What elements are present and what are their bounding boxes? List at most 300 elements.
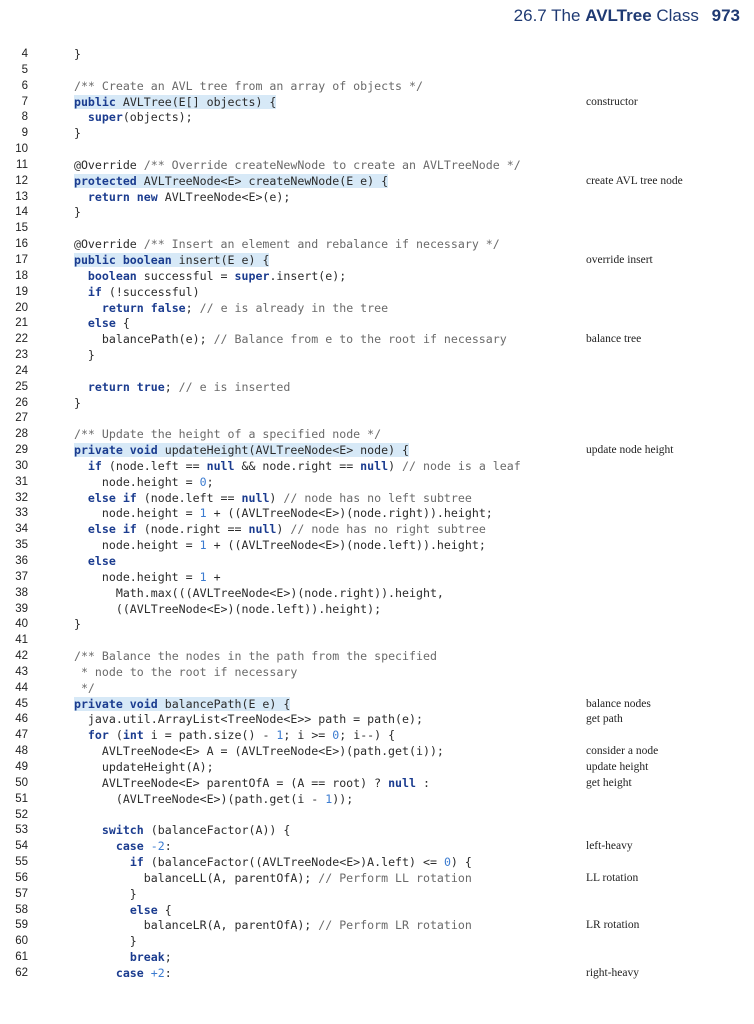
code-text [60, 380, 290, 396]
code-line [0, 728, 754, 744]
code-line [0, 110, 754, 126]
code-text [60, 617, 81, 633]
code-line [0, 570, 754, 586]
code-line [0, 712, 754, 728]
code-keyword: for [87, 728, 109, 743]
code-token [60, 269, 88, 283]
code-token [60, 681, 81, 695]
code-token: (balanceFactor((AVLTreeNode<E>)A.left) <= [143, 855, 444, 870]
code-token [60, 649, 74, 663]
code-text [60, 174, 388, 190]
code-listing [0, 47, 754, 982]
code-token: (!successful) [101, 284, 200, 299]
line-number: 18 [15, 269, 28, 282]
code-token: updateHeight(A); [60, 759, 214, 774]
line-number: 60 [15, 935, 28, 948]
code-token: (node.left == [136, 490, 242, 505]
code-token: ) [276, 522, 291, 537]
code-keyword: switch [101, 823, 144, 838]
line-number: 14 [15, 206, 28, 219]
code-text [60, 855, 472, 871]
code-token [60, 554, 88, 568]
code-line [0, 823, 754, 839]
code-token: (node.right == [136, 522, 249, 537]
code-token: .insert(e); [269, 268, 347, 283]
code-line [0, 364, 754, 380]
code-token [60, 316, 88, 330]
line-number: 48 [15, 745, 28, 758]
line-number: 37 [15, 570, 28, 583]
code-text [60, 776, 430, 792]
code-text [60, 190, 290, 206]
code-comment: // e is inserted [178, 379, 291, 394]
line-number: 13 [15, 190, 28, 203]
code-line [0, 269, 754, 285]
line-number: 43 [15, 665, 28, 678]
code-token: updateHeight(AVLTreeNode<E> node) { [157, 443, 410, 458]
code-token [60, 459, 88, 473]
code-text [60, 522, 486, 538]
code-text [60, 158, 521, 174]
code-text [60, 126, 81, 142]
code-text [60, 728, 395, 744]
code-text [60, 823, 290, 839]
line-number: 19 [15, 285, 28, 298]
line-number: 38 [15, 586, 28, 599]
code-token: ) { [450, 855, 472, 870]
code-number: 0 [332, 728, 340, 743]
code-text [60, 47, 81, 63]
line-number: 53 [15, 824, 28, 837]
code-token: balanceLR(A, parentOfA); [60, 918, 319, 933]
code-line [0, 681, 754, 697]
code-text [60, 95, 276, 111]
code-token: balancePath(e); [60, 332, 214, 347]
code-token: + ((AVLTreeNode<E>)(node.left)).height; [206, 538, 486, 553]
code-keyword: return new [87, 189, 158, 204]
line-number: 44 [15, 681, 28, 694]
code-comment: /** Balance the nodes in the path from the specified [73, 649, 437, 664]
code-text [60, 760, 214, 776]
line-number: 62 [15, 966, 28, 979]
code-line [0, 411, 754, 427]
code-text [60, 602, 381, 618]
code-line [0, 427, 754, 443]
line-number: 9 [21, 127, 28, 140]
code-token: (node.left == [101, 458, 207, 473]
line-number: 7 [21, 95, 28, 108]
code-token [60, 855, 130, 869]
code-token: (objects); [122, 110, 193, 125]
code-line [0, 554, 754, 570]
code-line [0, 174, 754, 190]
code-token: ) [269, 490, 284, 505]
code-keyword: null [388, 775, 416, 790]
code-keyword: super [234, 268, 270, 283]
code-token [60, 110, 88, 124]
code-token: balancePath(E e) { [157, 696, 291, 711]
code-keyword: case [115, 965, 144, 980]
line-number: 31 [15, 475, 28, 488]
code-token: + [206, 569, 221, 584]
code-token [60, 427, 74, 441]
code-token [144, 966, 151, 980]
code-token: ) [388, 458, 403, 473]
code-token: node.height = [60, 474, 200, 489]
code-number: 1 [276, 728, 284, 743]
code-token: @Override [60, 157, 144, 172]
code-text [60, 506, 493, 522]
code-text [60, 839, 172, 855]
code-token: AVLTreeNode<E>(e); [157, 189, 291, 204]
code-text [60, 570, 221, 586]
line-number: 42 [15, 650, 28, 663]
code-text [60, 903, 172, 919]
line-number: 4 [21, 48, 28, 60]
line-number: 20 [15, 301, 28, 314]
code-text [60, 427, 381, 443]
margin-annotation: LR rotation [586, 919, 640, 932]
code-token: balanceLL(A, parentOfA); [60, 870, 319, 885]
code-keyword: private void [73, 696, 158, 711]
code-token: ; i--) { [339, 728, 396, 743]
code-text [60, 681, 95, 697]
margin-annotation: update height [586, 760, 649, 773]
margin-annotation: get path [586, 713, 623, 726]
code-line [0, 301, 754, 317]
code-line [0, 332, 754, 348]
line-number: 59 [15, 919, 28, 932]
code-text [60, 649, 437, 665]
code-comment: // e is already in the tree [199, 300, 389, 315]
code-line [0, 190, 754, 206]
code-token [60, 79, 74, 93]
code-token: ; [206, 474, 214, 489]
line-number: 21 [15, 317, 28, 330]
line-number: 24 [15, 364, 28, 377]
code-token: node.height = [60, 569, 200, 584]
line-number: 28 [15, 428, 28, 441]
code-token: } [60, 47, 81, 61]
line-number: 41 [15, 634, 28, 647]
code-token: } [60, 886, 137, 901]
code-line [0, 158, 754, 174]
code-text [60, 253, 269, 269]
line-number: 51 [15, 792, 28, 805]
code-text [60, 871, 472, 887]
code-line [0, 744, 754, 760]
code-token [60, 285, 88, 299]
code-line [0, 316, 754, 332]
margin-annotation: get height [586, 776, 632, 789]
line-number: 54 [15, 840, 28, 853]
line-number: 17 [15, 253, 28, 266]
code-line [0, 63, 754, 79]
code-text [60, 934, 137, 950]
code-line [0, 934, 754, 950]
code-token: + ((AVLTreeNode<E>)(node.right)).height; [206, 506, 493, 521]
code-line [0, 633, 754, 649]
code-number: 1 [199, 506, 207, 521]
line-number: 26 [15, 396, 28, 409]
code-token: } [60, 348, 95, 363]
code-keyword: else if [87, 490, 137, 505]
section-title-pre: The [551, 6, 586, 25]
line-number: 45 [15, 697, 28, 710]
code-text [60, 237, 500, 253]
margin-annotation: LL rotation [586, 871, 639, 884]
code-text [60, 491, 472, 507]
margin-annotation: constructor [586, 95, 638, 108]
code-comment: * node to the root if necessary [80, 664, 298, 679]
code-comment: /** Update the height of a specified node */ [73, 427, 382, 442]
margin-annotation: consider a node [586, 745, 659, 758]
code-token [60, 190, 88, 204]
line-number: 30 [15, 459, 28, 472]
code-text [60, 966, 172, 982]
code-line [0, 665, 754, 681]
highlighted-signature [74, 174, 388, 188]
code-text [60, 443, 409, 459]
code-token [60, 966, 116, 980]
code-line [0, 887, 754, 903]
code-text [60, 110, 193, 126]
code-line [0, 522, 754, 538]
code-keyword: public [73, 94, 116, 109]
code-line [0, 221, 754, 237]
code-keyword: null [241, 490, 270, 505]
code-text [60, 348, 95, 364]
code-text [60, 316, 130, 332]
code-text [60, 712, 423, 728]
code-line [0, 966, 754, 982]
line-number: 39 [15, 602, 28, 615]
code-line [0, 443, 754, 459]
code-keyword: else [87, 554, 116, 568]
code-token: java.util.ArrayList<TreeNode<E>> path = path(e); [60, 712, 423, 727]
code-line [0, 95, 754, 111]
code-token [60, 491, 88, 505]
code-token: AVLTreeNode<E> A = (AVLTreeNode<E>)(path.get(i)); [60, 744, 444, 759]
line-number: 36 [15, 555, 28, 567]
code-line [0, 697, 754, 713]
code-token: insert(E e) { [171, 252, 270, 267]
line-number: 35 [15, 539, 28, 552]
code-number: 1 [199, 538, 207, 553]
margin-annotation: update node height [586, 444, 674, 457]
code-token: Math.max(((AVLTreeNode<E>)(node.right)).height, [60, 585, 444, 600]
code-token: )); [332, 791, 354, 806]
code-token: AVLTreeNode<E> createNewNode(E e) { [136, 173, 389, 188]
page-number: 973 [711, 6, 740, 25]
margin-annotation: balance tree [586, 333, 642, 346]
line-number: 57 [15, 887, 28, 900]
line-number: 22 [15, 333, 28, 346]
code-token: i = path.size() - [143, 728, 277, 743]
code-token: ; i >= [283, 728, 333, 743]
code-line [0, 475, 754, 491]
code-text [60, 697, 290, 713]
line-number: 10 [15, 143, 28, 156]
code-token: { [157, 902, 172, 917]
code-token [60, 903, 130, 917]
code-token: : [164, 839, 172, 854]
code-token [60, 301, 102, 315]
running-head [514, 6, 740, 26]
code-line [0, 126, 754, 142]
code-line [0, 47, 754, 63]
code-token [60, 728, 88, 742]
code-comment: /** Insert an element and rebalance if necessary */ [143, 237, 500, 252]
line-number: 49 [15, 760, 28, 773]
code-line [0, 237, 754, 253]
code-line [0, 855, 754, 871]
code-number: 1 [199, 569, 207, 584]
code-token: node.height = [60, 506, 200, 521]
code-line [0, 538, 754, 554]
line-number: 58 [15, 903, 28, 916]
code-number: 0 [199, 474, 207, 489]
line-number: 55 [15, 856, 28, 869]
code-text [60, 285, 200, 301]
code-token: node.height = [60, 538, 200, 553]
line-number: 52 [15, 808, 28, 821]
code-token: } [60, 205, 81, 220]
margin-annotation: left-heavy [586, 840, 633, 853]
line-number: 61 [15, 951, 28, 964]
code-text [60, 332, 507, 348]
code-line [0, 776, 754, 792]
code-text [60, 269, 346, 285]
code-token: (balanceFactor(A)) { [143, 823, 291, 838]
code-comment: /** Create an AVL tree from an array of objects */ [73, 78, 423, 93]
code-token [60, 380, 88, 394]
code-text [60, 205, 81, 221]
code-text [60, 79, 423, 95]
code-token: { [115, 316, 130, 331]
code-text [60, 459, 521, 475]
code-text [60, 586, 444, 602]
code-token: : [164, 965, 172, 980]
code-token: AVLTreeNode<E> parentOfA = (A == root) ? [60, 775, 389, 790]
code-token: } [60, 395, 81, 410]
code-line [0, 871, 754, 887]
line-number: 56 [15, 871, 28, 884]
code-text [60, 475, 214, 491]
code-text [60, 918, 472, 934]
code-keyword: if [129, 855, 144, 870]
code-keyword: boolean [87, 268, 137, 283]
code-keyword: else [129, 902, 158, 917]
code-token [60, 823, 102, 837]
code-line [0, 918, 754, 934]
code-line [0, 903, 754, 919]
line-number: 23 [15, 349, 28, 362]
line-number: 25 [15, 380, 28, 393]
line-number: 34 [15, 523, 28, 536]
code-keyword: null [360, 458, 389, 473]
code-line [0, 79, 754, 95]
line-number: 15 [15, 222, 28, 235]
line-number: 29 [15, 444, 28, 457]
code-line [0, 459, 754, 475]
line-number: 32 [15, 491, 28, 504]
margin-annotation: override insert [586, 253, 653, 266]
code-token: } [60, 126, 81, 141]
code-keyword: if [87, 458, 102, 473]
line-number: 5 [21, 63, 28, 76]
code-keyword: protected [73, 173, 137, 188]
margin-annotation: right-heavy [586, 966, 640, 979]
section-title-class: AVLTree [585, 6, 652, 25]
line-number: 46 [15, 713, 28, 726]
code-keyword: null [206, 458, 235, 473]
code-comment: /** Override createNewNode to create an AVLTreeNode */ [143, 157, 521, 172]
code-number: -2 [150, 839, 165, 854]
code-keyword: case [115, 839, 144, 854]
code-keyword: private void [73, 443, 158, 458]
code-number: 0 [443, 855, 451, 870]
line-number: 40 [15, 618, 28, 631]
code-token [60, 839, 116, 853]
code-comment: // node has no left subtree [283, 490, 472, 505]
code-line [0, 760, 754, 776]
code-line [0, 506, 754, 522]
code-line [0, 602, 754, 618]
code-keyword: super [87, 110, 123, 125]
code-text [60, 950, 172, 966]
code-token: } [60, 617, 81, 632]
code-comment: // Balance from e to the root if necessary [213, 332, 507, 347]
code-token [60, 665, 81, 679]
code-keyword: if [87, 284, 102, 299]
line-number: 16 [15, 238, 28, 251]
code-keyword: break [129, 950, 165, 965]
code-text [60, 744, 444, 760]
code-line [0, 205, 754, 221]
code-comment: */ [80, 680, 95, 695]
code-token: @Override [60, 237, 144, 252]
line-number: 33 [15, 507, 28, 520]
line-number: 27 [15, 412, 28, 425]
code-token: ; [164, 950, 172, 965]
highlighted-signature [74, 443, 409, 457]
code-keyword: return false [101, 300, 186, 315]
highlighted-signature [74, 697, 290, 711]
line-number: 50 [15, 776, 28, 789]
code-keyword: else if [87, 522, 137, 537]
code-line [0, 285, 754, 301]
code-number: 1 [325, 791, 333, 806]
line-number: 11 [16, 158, 28, 171]
code-comment: // node is a leaf [402, 458, 521, 473]
code-token: && node.right == [234, 458, 361, 473]
code-line [0, 649, 754, 665]
code-line [0, 792, 754, 808]
margin-annotation: balance nodes [586, 697, 651, 710]
code-token [60, 522, 88, 536]
code-token [144, 839, 151, 853]
code-text [60, 792, 353, 808]
line-number: 12 [15, 174, 28, 187]
code-token: ((AVLTreeNode<E>)(node.left)).height); [60, 601, 382, 616]
code-line [0, 380, 754, 396]
section-number: 26.7 [513, 6, 547, 25]
code-comment: // Perform LR rotation [318, 918, 472, 933]
code-line [0, 586, 754, 602]
code-token: ( [108, 728, 123, 743]
code-token: ; [185, 300, 200, 315]
